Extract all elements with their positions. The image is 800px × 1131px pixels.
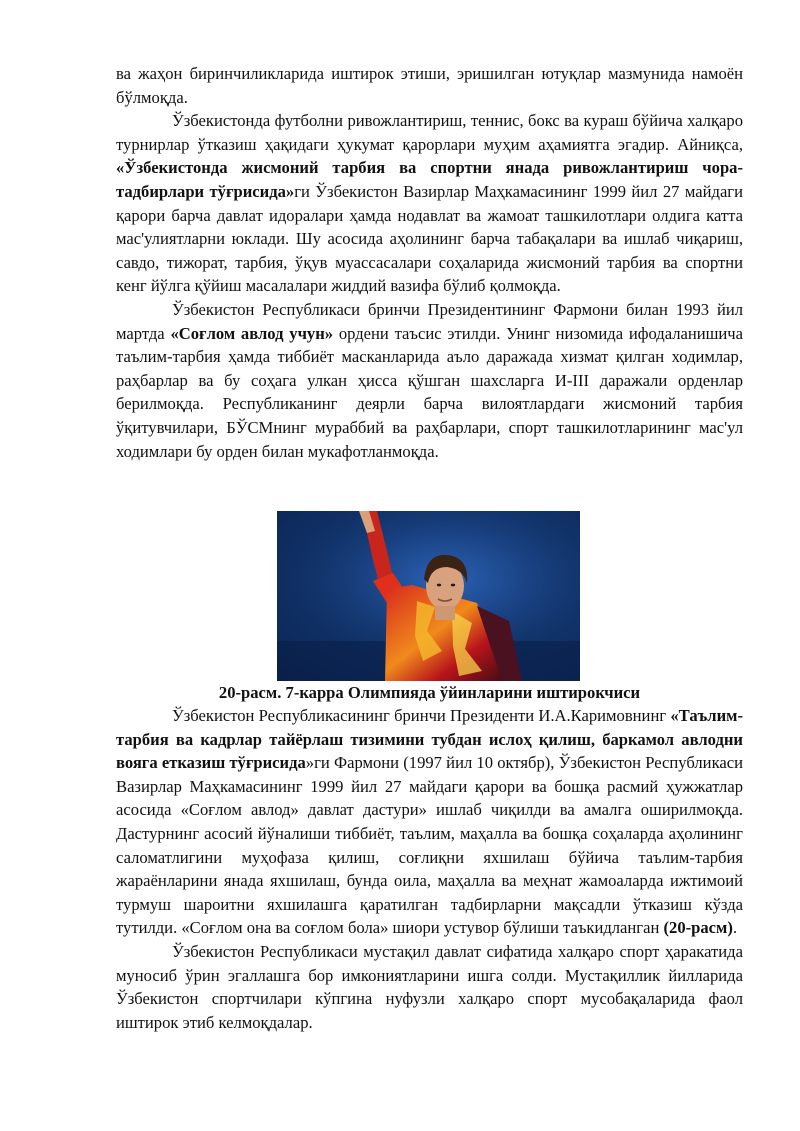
figure-caption: 20-расм. 7-карра Олимпияда ўйинларини иштирокчиси [218,683,641,702]
decree-title-bold: «Ўзбекистонда жисмоний тарбия ва спортни янада ривожлантириш чора-тадбирлари тўғрисида» [116,158,743,201]
paragraph-text: Ўзбекистонда футболни ривожлантириш, теннис, бокс ва кураш бўйича халқаро турнирлар ўтказиш ҳақидаги ҳукумат қарорлари муҳим аҳамиятга эгадир. Айниқса, [116,111,743,154]
paragraph [116,109,743,298]
paragraph-text: »ги Фармони (1997 йил 10 октябр), Ўзбекистон Республикаси Вазирлар Маҳкамасининг 1999 йил 27 майдаги қарори ва бошқа расмий ҳужжатлар асосида «Соғлом авлод» давлат дастури» ишлаб чиқилди ва амалга оширилмоқда. Дастурнинг асосий йўналиши тиббиёт, таълим, маҳалла ва бошқа соҳаларда аҳолининг саломатлигини муҳофаза қилиш, соғлиқни яхшилаш бўйича таълим-тарбия жараёнларини янада яхшилаш, бунда оила, маҳалла ва меҳнат жамоаларда ижтимоий турмуш шароитни яхшилашга қаратилган тадбирларни мақсадли ўтказиш кўзда тутилди. «Соғлом она ва соғлом бола» шиори устувор бўлиши таъкидланган [116,753,743,938]
paragraph: Ўзбекистон Республикаси мустақил давлат сифатида халқаро спорт ҳаракатида муносиб ўрин эгаллашга бор имкониятларини ишга солди. Мустақиллик йилларида Ўзбекистон спортчилари кўпгина нуфузли халқаро спорт мусобақаларида фаол иштирок этиб келмоқдалар. [116,941,743,1032]
figure-reference: (20-расм) [663,918,733,938]
paragraph-text: Ўзбекистон Республикасининг бринчи Президенти И.А.Каримовнинг [172,706,671,725]
paragraph: ва жаҳон биринчиликларида иштирок этиши, эришилган ютуқлар мазмунида намоён бўлмоқда. [116,64,743,107]
gymnast-photo [277,511,580,681]
text-block-bottom [116,704,743,1034]
order-name-bold: «Соғлом авлод учун» [170,323,334,343]
gymnast-illustration [277,511,580,681]
paragraph-text: Ўзбекистон Республикаси бринчи Президентининг Фармони билан 1993 йил мартда [116,299,743,343]
decree-title-bold: «Таълим-тарбия ва кадрлар тайёрлаш тизимини тубдан ислоҳ қилиш, баркамол авлодни вояга етказиш тўғрисида [116,706,743,773]
paragraph [116,704,743,940]
paragraph-text: . [732,918,738,938]
text-block-top [116,62,743,463]
paragraph-text: ордени таъсис этилди. Унинг низомида ифодаланишича таълим-тарбия ҳамда тиббиёт масканларида аъло даражада хизмат қилган ходимлар, раҳбарлар ва бу соҳага улкан ҳисса қўшган шахсларга И-III даражали орденлар берилмоқда. Республиканинг деярли барча вилоятлардаги жисмоний тарбия ўқитувчилари, БЎСМнинг мураббий ва раҳбарлари, спорт ташкилотларининг мас'ул ходимлари бу орден билан мукафотланмоқда. [116,323,744,461]
paragraph-text: ги Ўзбекистон Вазирлар Маҳкамасининг 1999 йил 27 майдаги қарори барча давлат идоралари ҳамда нодавлат ва жамоат ташкилотлари олдига катта мас'улиятларни юклади. Шу асосида аҳолининг барча табақалари ва ишлаб чиқариш, савдо, тижорат, тарбия, ўқув муассасалари соҳаларида жисмоний тарбия ва спортни кенг йўлга қўйиш масалалари жиддий вазифа бўлиб қолмоқда. [116,181,743,296]
paragraph [116,298,743,463]
